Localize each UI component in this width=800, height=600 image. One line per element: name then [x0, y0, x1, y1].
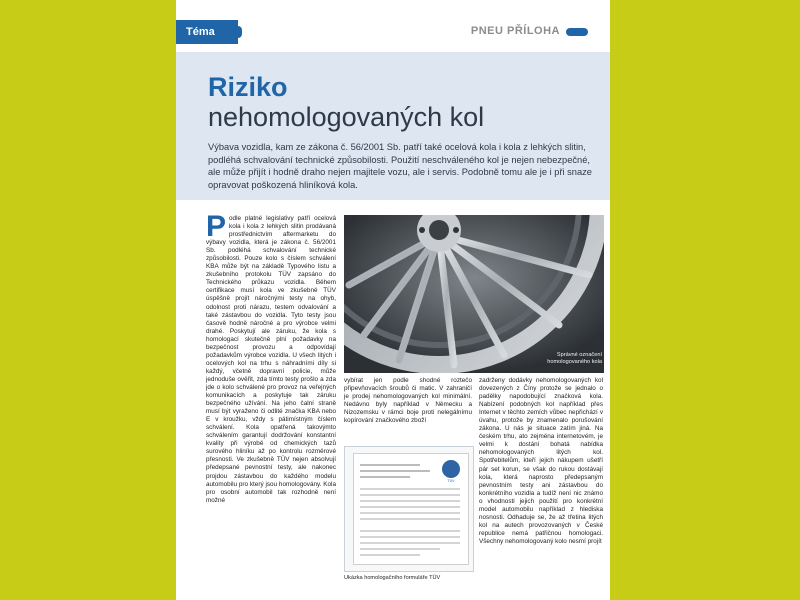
form-line	[360, 542, 460, 544]
section-label: PNEU PŘÍLOHA	[470, 25, 560, 37]
article-title-line2: nehomologovaných kol	[208, 102, 485, 132]
magazine-page	[176, 0, 610, 600]
article-column-3: zadrženy dodávky nehomologovaných kol dovezených z Číny protože se jednalo o padělky napodobující značková kola. Nabízení podobných kol například přes Internet v těchto zemích vůbec nepřichází v úvahu, protože by znamenalo porušování zákona. U nás je situace zatím jiná. Na českém trhu, ato zejména internetovém, je velmi k dostání bohatá nabídka nehomologovaných litých kol. Spotřebitelům, kteří jejich nákupem ušetří pár set korun, se však do rukou dostávají kola, která naprosto předepsaným pevnostním testy ani zástavbou do konkrétního vozidla a tudíž není nic známo o vhodnosti jejich použití pro konkrétní model automobilu například z hlediska nosnosti. Odhaduje se, že až třetina litých kol na autech provozovaných v České republice nemá patřičnou homologaci. Všechny nehomologovaný kolo nesmí projít	[479, 377, 603, 545]
homologation-form-image	[344, 446, 474, 572]
form-line	[360, 506, 460, 508]
form-line	[360, 536, 460, 538]
column-1-text: odle platné legislativy patří ocelová kola i kola z lehkých slitin prodávaná prostřednictvím aftermarketu do výbavy vozidla, která je zákona č. 56/2001 Sb. podléhá schvalování technické způsobilosti. Pouze kolo s číslem schválení KBA může být na základě Typového listu a zkušebního protokolu TÜV zapsáno do Technického průkazu vozidla. Během certifikace musí kola ve zkušebně TÜV úspěšně projít náročnými testy na ohyb, odolnost proti nárazu, testem odvalování a také zástavbou do vozidla. Tyto testy jsou časově hodně náročné a pro výrobce velmi drahé. Poskytují ale záruku, že kola s homologací skutečně plní požadavky na bezpečnost provozu a odpovídají požadavkům výrobce vozidla. U všech litých i ocelových kol na trhu s náhradními díly si každý, včetně dopravní policie, může jednoduše ověřit, zda tímto testy prošlo a zda jde o kolo schválené pro provoz na veřejných komunikacích a poskytuje tak záruku bezpečného užívání. Na jeho čalní straně musí být vyraženo či odlité značka KBA nebo E v kroužku, vždy s pátimístným číslem schválení. Kola opatřená takovýmto schválením garantují dodržování konstantní kvality při výrobě od chemických tazů surového hliníku až po kontrolu rozměrové přesnosti. Ve zkušebně TÜV nejen absolvují předepsané pevnostní testy, ale nakonec projdou zástavbou do každého modelu automobilu pro který jsou homologovány. Kola pro osobní automobil tak rozhodně není možné	[206, 215, 336, 504]
form-line	[360, 470, 430, 472]
form-line	[360, 488, 460, 490]
form-line	[360, 494, 460, 496]
top-bar	[176, 20, 610, 44]
article-column-1	[206, 210, 336, 505]
form-line	[360, 476, 410, 478]
article-lead: Výbava vozidla, kam ze zákona č. 56/2001 Sb. patří také ocelová kola i kola z lehkých slitin, podléhá schvalování technické způsobilosti. Použití neschváleného kol je nejen nebezpečné, ale může přijít i hodně draho nejen majitele vozu, ale i servis. Podobně tomu ale je i při snaze opravovat poškozená hliníková kola.	[208, 142, 592, 190]
wheel-rim-image	[344, 215, 604, 373]
form-caption: Ukázka homologačního formuláře TÜV	[344, 575, 441, 581]
form-line	[360, 548, 440, 550]
tuv-logo-icon	[442, 460, 460, 478]
wheel-photo	[344, 215, 604, 373]
form-line	[360, 530, 460, 532]
section-tab: Téma	[176, 20, 238, 44]
form-line	[360, 464, 420, 466]
article-column-2: vybírat jen podle shodné roztečo připevňovacích šroubů či matic. V zahraničí je prodej nehomologovaných kol minimální. Nedávno byly například v Německu a Nizozemsku v rámci boje proti nelegálnímu kopírování značkového zboží	[344, 377, 472, 425]
form-line	[360, 500, 460, 502]
article-title-line1: Riziko	[208, 72, 288, 102]
form-sheet	[353, 453, 469, 565]
photo-caption: Správné označení homologovaného kola	[547, 352, 602, 365]
form-line	[360, 518, 460, 520]
tuv-logo-label: TÜV	[447, 479, 455, 483]
form-line	[360, 554, 420, 556]
drop-cap: P	[206, 210, 227, 243]
section-pill-icon	[566, 28, 588, 36]
form-line	[360, 512, 460, 514]
